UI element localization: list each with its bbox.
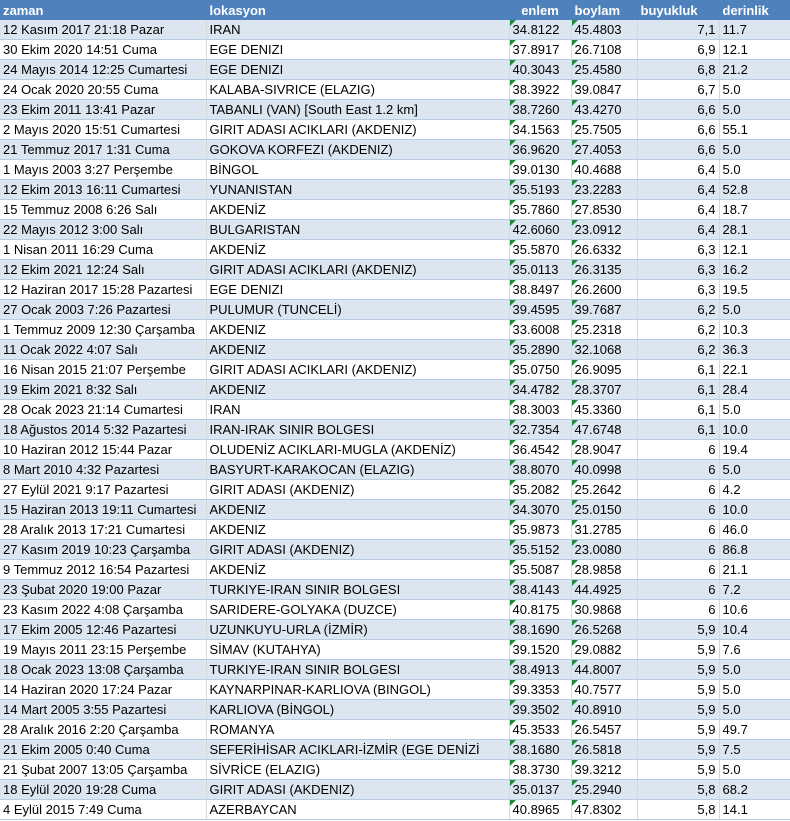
lokasyon-cell[interactable]: GIRIT ADASI (AKDENIZ) xyxy=(206,540,509,560)
lokasyon-cell[interactable]: IRAN xyxy=(206,400,509,420)
zaman-cell[interactable]: 18 Ocak 2023 13:08 Çarşamba xyxy=(0,660,206,680)
enlem-cell[interactable]: 32.7354 xyxy=(509,420,571,440)
buyukluk-cell[interactable]: 6 xyxy=(637,520,719,540)
derinlik-cell[interactable]: 5.0 xyxy=(719,660,790,680)
lokasyon-cell[interactable]: EGE DENIZI xyxy=(206,60,509,80)
table-row xyxy=(0,380,790,400)
enlem-cell[interactable]: 45.3533 xyxy=(509,720,571,740)
derinlik-cell[interactable]: 10.3 xyxy=(719,320,790,340)
table-row xyxy=(0,620,790,640)
boylam-cell[interactable]: 26.9095 xyxy=(571,360,637,380)
zaman-cell[interactable]: 18 Ağustos 2014 5:32 Pazartesi xyxy=(0,420,206,440)
enlem-cell[interactable]: 35.2890 xyxy=(509,340,571,360)
table-row xyxy=(0,20,790,40)
boylam-cell[interactable]: 39.3212 xyxy=(571,760,637,780)
zaman-cell[interactable]: 15 Temmuz 2008 6:26 Salı xyxy=(0,200,206,220)
enlem-cell[interactable]: 39.0130 xyxy=(509,160,571,180)
derinlik-cell[interactable]: 10.0 xyxy=(719,420,790,440)
derinlik-cell[interactable]: 55.1 xyxy=(719,120,790,140)
boylam-cell[interactable]: 47.8302 xyxy=(571,800,637,820)
lokasyon-cell[interactable]: BASYURT-KARAKOCAN (ELAZIG) xyxy=(206,460,509,480)
zaman-cell[interactable]: 1 Mayıs 2003 3:27 Perşembe xyxy=(0,160,206,180)
zaman-cell[interactable]: 18 Eylül 2020 19:28 Cuma xyxy=(0,780,206,800)
boylam-cell[interactable]: 31.2785 xyxy=(571,520,637,540)
buyukluk-cell[interactable]: 6 xyxy=(637,440,719,460)
header-lokasyon[interactable]: lokasyon xyxy=(206,0,509,20)
enlem-cell[interactable]: 39.3502 xyxy=(509,700,571,720)
boylam-cell[interactable]: 25.7505 xyxy=(571,120,637,140)
lokasyon-cell[interactable]: KALABA-SIVRICE (ELAZIG) xyxy=(206,80,509,100)
zaman-cell[interactable]: 15 Haziran 2013 19:11 Cumartesi xyxy=(0,500,206,520)
lokasyon-cell[interactable]: AKDENIZ xyxy=(206,320,509,340)
boylam-cell[interactable]: 25.2318 xyxy=(571,320,637,340)
enlem-cell[interactable]: 34.8122 xyxy=(509,20,571,40)
lokasyon-cell[interactable]: TURKIYE-IRAN SINIR BOLGESI xyxy=(206,660,509,680)
enlem-cell[interactable]: 35.0113 xyxy=(509,260,571,280)
buyukluk-cell[interactable]: 6,3 xyxy=(637,260,719,280)
zaman-cell[interactable]: 27 Kasım 2019 10:23 Çarşamba xyxy=(0,540,206,560)
derinlik-cell[interactable]: 10.4 xyxy=(719,620,790,640)
enlem-cell[interactable]: 38.1690 xyxy=(509,620,571,640)
buyukluk-cell[interactable]: 5,9 xyxy=(637,740,719,760)
table-row xyxy=(0,600,790,620)
table-row xyxy=(0,300,790,320)
boylam-cell[interactable]: 25.2642 xyxy=(571,480,637,500)
derinlik-cell[interactable]: 19.4 xyxy=(719,440,790,460)
zaman-cell[interactable]: 24 Ocak 2020 20:55 Cuma xyxy=(0,80,206,100)
zaman-cell[interactable]: 1 Temmuz 2009 12:30 Çarşamba xyxy=(0,320,206,340)
buyukluk-cell[interactable]: 5,9 xyxy=(637,680,719,700)
table-row xyxy=(0,800,790,820)
boylam-cell[interactable]: 26.6332 xyxy=(571,240,637,260)
zaman-cell[interactable]: 23 Şubat 2020 19:00 Pazar xyxy=(0,580,206,600)
derinlik-cell[interactable]: 19.5 xyxy=(719,280,790,300)
buyukluk-cell[interactable]: 6,9 xyxy=(637,40,719,60)
lokasyon-cell[interactable]: PULUMUR (TUNCELİ) xyxy=(206,300,509,320)
table-row xyxy=(0,640,790,660)
enlem-cell[interactable]: 34.4782 xyxy=(509,380,571,400)
enlem-cell[interactable]: 39.1520 xyxy=(509,640,571,660)
lokasyon-cell[interactable]: TABANLI (VAN) [South East 1.2 km] xyxy=(206,100,509,120)
table-row xyxy=(0,460,790,480)
lokasyon-cell[interactable]: SEFERİHİSAR ACIKLARI-İZMİR (EGE DENİZİ xyxy=(206,740,509,760)
boylam-cell[interactable]: 40.0998 xyxy=(571,460,637,480)
boylam-cell[interactable]: 27.4053 xyxy=(571,140,637,160)
enlem-cell[interactable]: 38.8497 xyxy=(509,280,571,300)
derinlik-cell[interactable]: 5.0 xyxy=(719,680,790,700)
zaman-cell[interactable]: 27 Ocak 2003 7:26 Pazartesi xyxy=(0,300,206,320)
boylam-cell[interactable]: 23.2283 xyxy=(571,180,637,200)
table-row xyxy=(0,440,790,460)
header-buyukluk[interactable]: buyukluk xyxy=(637,0,719,20)
table-row xyxy=(0,420,790,440)
derinlik-cell[interactable]: 36.3 xyxy=(719,340,790,360)
table-row xyxy=(0,760,790,780)
boylam-cell[interactable]: 29.0882 xyxy=(571,640,637,660)
enlem-cell[interactable]: 37.8917 xyxy=(509,40,571,60)
derinlik-cell[interactable]: 21.2 xyxy=(719,60,790,80)
lokasyon-cell[interactable]: UZUNKUYU-URLA (İZMİR) xyxy=(206,620,509,640)
derinlik-cell[interactable]: 10.0 xyxy=(719,500,790,520)
lokasyon-cell[interactable]: AKDENIZ xyxy=(206,340,509,360)
buyukluk-cell[interactable]: 6 xyxy=(637,600,719,620)
buyukluk-cell[interactable]: 6,3 xyxy=(637,240,719,260)
lokasyon-cell[interactable]: AKDENIZ xyxy=(206,520,509,540)
zaman-cell[interactable]: 19 Mayıs 2011 23:15 Perşembe xyxy=(0,640,206,660)
derinlik-cell[interactable]: 52.8 xyxy=(719,180,790,200)
zaman-cell[interactable]: 22 Mayıs 2012 3:00 Salı xyxy=(0,220,206,240)
zaman-cell[interactable]: 21 Ekim 2005 0:40 Cuma xyxy=(0,740,206,760)
zaman-cell[interactable]: 12 Kasım 2017 21:18 Pazar xyxy=(0,20,206,40)
enlem-cell[interactable]: 42.6060 xyxy=(509,220,571,240)
enlem-cell[interactable]: 34.3070 xyxy=(509,500,571,520)
boylam-cell[interactable]: 45.3360 xyxy=(571,400,637,420)
derinlik-cell[interactable]: 5.0 xyxy=(719,300,790,320)
boylam-cell[interactable]: 40.7577 xyxy=(571,680,637,700)
enlem-cell[interactable]: 35.5193 xyxy=(509,180,571,200)
enlem-cell[interactable]: 38.3730 xyxy=(509,760,571,780)
lokasyon-cell[interactable]: SİMAV (KUTAHYA) xyxy=(206,640,509,660)
buyukluk-cell[interactable]: 5,9 xyxy=(637,700,719,720)
derinlik-cell[interactable]: 86.8 xyxy=(719,540,790,560)
derinlik-cell[interactable]: 5.0 xyxy=(719,460,790,480)
buyukluk-cell[interactable]: 5,9 xyxy=(637,620,719,640)
boylam-cell[interactable]: 25.0150 xyxy=(571,500,637,520)
zaman-cell[interactable]: 17 Ekim 2005 12:46 Pazartesi xyxy=(0,620,206,640)
buyukluk-cell[interactable]: 6 xyxy=(637,560,719,580)
enlem-cell[interactable]: 36.4542 xyxy=(509,440,571,460)
derinlik-cell[interactable]: 28.4 xyxy=(719,380,790,400)
buyukluk-cell[interactable]: 6,6 xyxy=(637,100,719,120)
boylam-cell[interactable]: 23.0912 xyxy=(571,220,637,240)
derinlik-cell[interactable]: 5.0 xyxy=(719,700,790,720)
zaman-cell[interactable]: 8 Mart 2010 4:32 Pazartesi xyxy=(0,460,206,480)
header-enlem[interactable]: enlem xyxy=(509,0,571,20)
buyukluk-cell[interactable]: 5,9 xyxy=(637,720,719,740)
buyukluk-cell[interactable]: 6,1 xyxy=(637,420,719,440)
derinlik-cell[interactable]: 16.2 xyxy=(719,260,790,280)
lokasyon-cell[interactable]: IRAN xyxy=(206,20,509,40)
enlem-cell[interactable]: 38.4913 xyxy=(509,660,571,680)
derinlik-cell[interactable]: 7.6 xyxy=(719,640,790,660)
derinlik-cell[interactable]: 12.1 xyxy=(719,240,790,260)
derinlik-cell[interactable]: 14.1 xyxy=(719,800,790,820)
table-row xyxy=(0,320,790,340)
zaman-cell[interactable]: 28 Ocak 2023 21:14 Cumartesi xyxy=(0,400,206,420)
boylam-cell[interactable]: 27.8530 xyxy=(571,200,637,220)
enlem-cell[interactable]: 35.5152 xyxy=(509,540,571,560)
derinlik-cell[interactable]: 4.2 xyxy=(719,480,790,500)
zaman-cell[interactable]: 12 Ekim 2021 12:24 Salı xyxy=(0,260,206,280)
boylam-cell[interactable]: 23.0080 xyxy=(571,540,637,560)
boylam-cell[interactable]: 26.3135 xyxy=(571,260,637,280)
table-row xyxy=(0,40,790,60)
derinlik-cell[interactable]: 5.0 xyxy=(719,100,790,120)
boylam-cell[interactable]: 28.3707 xyxy=(571,380,637,400)
table-row xyxy=(0,240,790,260)
boylam-cell[interactable]: 40.4688 xyxy=(571,160,637,180)
enlem-cell[interactable]: 35.7860 xyxy=(509,200,571,220)
buyukluk-cell[interactable]: 6,8 xyxy=(637,60,719,80)
boylam-cell[interactable]: 28.9047 xyxy=(571,440,637,460)
table-row xyxy=(0,720,790,740)
derinlik-cell[interactable]: 49.7 xyxy=(719,720,790,740)
table-row xyxy=(0,660,790,680)
header-derinlik[interactable]: derinlik xyxy=(719,0,790,20)
boylam-cell[interactable]: 47.6748 xyxy=(571,420,637,440)
buyukluk-cell[interactable]: 6,4 xyxy=(637,180,719,200)
buyukluk-cell[interactable]: 6,2 xyxy=(637,320,719,340)
zaman-cell[interactable]: 2 Mayıs 2020 15:51 Cumartesi xyxy=(0,120,206,140)
lokasyon-cell[interactable]: GOKOVA KORFEZI (AKDENIZ) xyxy=(206,140,509,160)
derinlik-cell[interactable]: 11.7 xyxy=(719,20,790,40)
enlem-cell[interactable]: 39.4595 xyxy=(509,300,571,320)
enlem-cell[interactable]: 38.4143 xyxy=(509,580,571,600)
enlem-cell[interactable]: 34.1563 xyxy=(509,120,571,140)
table-row xyxy=(0,700,790,720)
lokasyon-cell[interactable]: EGE DENIZI xyxy=(206,40,509,60)
buyukluk-cell[interactable]: 6 xyxy=(637,500,719,520)
lokasyon-cell[interactable]: GIRIT ADASI ACIKLARI (AKDENIZ) xyxy=(206,360,509,380)
enlem-cell[interactable]: 38.8070 xyxy=(509,460,571,480)
derinlik-cell[interactable]: 18.7 xyxy=(719,200,790,220)
zaman-cell[interactable]: 14 Mart 2005 3:55 Pazartesi xyxy=(0,700,206,720)
table-row xyxy=(0,580,790,600)
zaman-cell[interactable]: 4 Eylül 2015 7:49 Cuma xyxy=(0,800,206,820)
enlem-cell[interactable]: 35.2082 xyxy=(509,480,571,500)
table-row xyxy=(0,480,790,500)
boylam-cell[interactable]: 26.5457 xyxy=(571,720,637,740)
boylam-cell[interactable]: 30.9868 xyxy=(571,600,637,620)
enlem-cell[interactable]: 40.8175 xyxy=(509,600,571,620)
enlem-cell[interactable]: 35.5870 xyxy=(509,240,571,260)
boylam-cell[interactable]: 26.5268 xyxy=(571,620,637,640)
enlem-cell[interactable]: 35.9873 xyxy=(509,520,571,540)
zaman-cell[interactable]: 21 Şubat 2007 13:05 Çarşamba xyxy=(0,760,206,780)
boylam-cell[interactable]: 25.4580 xyxy=(571,60,637,80)
enlem-cell[interactable]: 35.0137 xyxy=(509,780,571,800)
table-row xyxy=(0,540,790,560)
zaman-cell[interactable]: 21 Temmuz 2017 1:31 Cuma xyxy=(0,140,206,160)
lokasyon-cell[interactable]: OLUDENİZ ACIKLARI-MUGLA (AKDENİZ) xyxy=(206,440,509,460)
buyukluk-cell[interactable]: 6,4 xyxy=(637,200,719,220)
derinlik-cell[interactable]: 7.5 xyxy=(719,740,790,760)
zaman-cell[interactable]: 1 Nisan 2011 16:29 Cuma xyxy=(0,240,206,260)
lokasyon-cell[interactable]: GIRIT ADASI ACIKLARI (AKDENIZ) xyxy=(206,260,509,280)
lokasyon-cell[interactable]: AKDENIZ xyxy=(206,500,509,520)
buyukluk-cell[interactable]: 6 xyxy=(637,460,719,480)
enlem-cell[interactable]: 33.6008 xyxy=(509,320,571,340)
lokasyon-cell[interactable]: GIRIT ADASI (AKDENIZ) xyxy=(206,480,509,500)
table-row xyxy=(0,160,790,180)
derinlik-cell[interactable]: 68.2 xyxy=(719,780,790,800)
zaman-cell[interactable]: 12 Haziran 2017 15:28 Pazartesi xyxy=(0,280,206,300)
lokasyon-cell[interactable]: BULGARISTAN xyxy=(206,220,509,240)
buyukluk-cell[interactable]: 6 xyxy=(637,540,719,560)
table-row xyxy=(0,280,790,300)
boylam-cell[interactable]: 28.9858 xyxy=(571,560,637,580)
buyukluk-cell[interactable]: 6,2 xyxy=(637,340,719,360)
lokasyon-cell[interactable]: AZERBAYCAN xyxy=(206,800,509,820)
lokasyon-cell[interactable]: KAYNARPINAR-KARLIOVA (BINGOL) xyxy=(206,680,509,700)
buyukluk-cell[interactable]: 6,1 xyxy=(637,400,719,420)
lokasyon-cell[interactable]: AKDENIZ xyxy=(206,380,509,400)
table-row xyxy=(0,680,790,700)
lokasyon-cell[interactable]: GIRIT ADASI ACIKLARI (AKDENIZ) xyxy=(206,120,509,140)
buyukluk-cell[interactable]: 6,3 xyxy=(637,280,719,300)
buyukluk-cell[interactable]: 6,1 xyxy=(637,360,719,380)
lokasyon-cell[interactable]: YUNANISTAN xyxy=(206,180,509,200)
table-row xyxy=(0,740,790,760)
derinlik-cell[interactable]: 28.1 xyxy=(719,220,790,240)
table-row xyxy=(0,560,790,580)
buyukluk-cell[interactable]: 6,2 xyxy=(637,300,719,320)
boylam-cell[interactable]: 26.7108 xyxy=(571,40,637,60)
boylam-cell[interactable]: 40.8910 xyxy=(571,700,637,720)
zaman-cell[interactable]: 28 Aralık 2013 17:21 Cumartesi xyxy=(0,520,206,540)
zaman-cell[interactable]: 28 Aralık 2016 2:20 Çarşamba xyxy=(0,720,206,740)
zaman-cell[interactable]: 23 Kasım 2022 4:08 Çarşamba xyxy=(0,600,206,620)
table-row xyxy=(0,80,790,100)
enlem-cell[interactable]: 40.3043 xyxy=(509,60,571,80)
lokasyon-cell[interactable]: BİNGOL xyxy=(206,160,509,180)
buyukluk-cell[interactable]: 5,8 xyxy=(637,800,719,820)
enlem-cell[interactable]: 40.8965 xyxy=(509,800,571,820)
derinlik-cell[interactable]: 7.2 xyxy=(719,580,790,600)
zaman-cell[interactable]: 9 Temmuz 2012 16:54 Pazartesi xyxy=(0,560,206,580)
lokasyon-cell[interactable]: IRAN-IRAK SINIR BOLGESI xyxy=(206,420,509,440)
zaman-cell[interactable]: 10 Haziran 2012 15:44 Pazar xyxy=(0,440,206,460)
table-row xyxy=(0,100,790,120)
buyukluk-cell[interactable]: 6,4 xyxy=(637,220,719,240)
buyukluk-cell[interactable]: 7,1 xyxy=(637,20,719,40)
lokasyon-cell[interactable]: SİVRİCE (ELAZIG) xyxy=(206,760,509,780)
buyukluk-cell[interactable]: 5,9 xyxy=(637,640,719,660)
lokasyon-cell[interactable]: EGE DENIZI xyxy=(206,280,509,300)
table-row xyxy=(0,220,790,240)
buyukluk-cell[interactable]: 6,6 xyxy=(637,140,719,160)
zaman-cell[interactable]: 14 Haziran 2020 17:24 Pazar xyxy=(0,680,206,700)
table-row xyxy=(0,120,790,140)
buyukluk-cell[interactable]: 6,1 xyxy=(637,380,719,400)
zaman-cell[interactable]: 27 Eylül 2021 9:17 Pazartesi xyxy=(0,480,206,500)
enlem-cell[interactable]: 36.9620 xyxy=(509,140,571,160)
lokasyon-cell[interactable]: GIRIT ADASI (AKDENIZ) xyxy=(206,780,509,800)
zaman-cell[interactable]: 19 Ekim 2021 8:32 Salı xyxy=(0,380,206,400)
derinlik-cell[interactable]: 5.0 xyxy=(719,140,790,160)
enlem-cell[interactable]: 38.1680 xyxy=(509,740,571,760)
table-row xyxy=(0,340,790,360)
zaman-cell[interactable]: 11 Ocak 2022 4:07 Salı xyxy=(0,340,206,360)
derinlik-cell[interactable]: 12.1 xyxy=(719,40,790,60)
boylam-cell[interactable]: 44.4925 xyxy=(571,580,637,600)
boylam-cell[interactable]: 26.2600 xyxy=(571,280,637,300)
enlem-cell[interactable]: 35.0750 xyxy=(509,360,571,380)
header-row xyxy=(0,0,790,20)
table-row xyxy=(0,520,790,540)
lokasyon-cell[interactable]: KARLIOVA (BİNGOL) xyxy=(206,700,509,720)
zaman-cell[interactable]: 16 Nisan 2015 21:07 Perşembe xyxy=(0,360,206,380)
derinlik-cell[interactable]: 5.0 xyxy=(719,400,790,420)
lokasyon-cell[interactable]: AKDENİZ xyxy=(206,560,509,580)
zaman-cell[interactable]: 23 Ekim 2011 13:41 Pazar xyxy=(0,100,206,120)
buyukluk-cell[interactable]: 6,4 xyxy=(637,160,719,180)
lokasyon-cell[interactable]: AKDENİZ xyxy=(206,200,509,220)
buyukluk-cell[interactable]: 5,8 xyxy=(637,780,719,800)
enlem-cell[interactable]: 38.7260 xyxy=(509,100,571,120)
enlem-cell[interactable]: 38.3922 xyxy=(509,80,571,100)
derinlik-cell[interactable]: 46.0 xyxy=(719,520,790,540)
boylam-cell[interactable]: 43.4270 xyxy=(571,100,637,120)
enlem-cell[interactable]: 39.3353 xyxy=(509,680,571,700)
boylam-cell[interactable]: 32.1068 xyxy=(571,340,637,360)
buyukluk-cell[interactable]: 6 xyxy=(637,580,719,600)
boylam-cell[interactable]: 44.8007 xyxy=(571,660,637,680)
table-row xyxy=(0,60,790,80)
boylam-cell[interactable]: 25.2940 xyxy=(571,780,637,800)
table-row xyxy=(0,400,790,420)
zaman-cell[interactable]: 30 Ekim 2020 14:51 Cuma xyxy=(0,40,206,60)
buyukluk-cell[interactable]: 6,6 xyxy=(637,120,719,140)
buyukluk-cell[interactable]: 5,9 xyxy=(637,760,719,780)
lokasyon-cell[interactable]: SARIDERE-GOLYAKA (DUZCE) xyxy=(206,600,509,620)
boylam-cell[interactable]: 26.5818 xyxy=(571,740,637,760)
header-zaman[interactable]: zaman xyxy=(0,0,206,20)
derinlik-cell[interactable]: 22.1 xyxy=(719,360,790,380)
derinlik-cell[interactable]: 21.1 xyxy=(719,560,790,580)
boylam-cell[interactable]: 39.0847 xyxy=(571,80,637,100)
boylam-cell[interactable]: 39.7687 xyxy=(571,300,637,320)
lokasyon-cell[interactable]: TURKIYE-IRAN SINIR BOLGESI xyxy=(206,580,509,600)
derinlik-cell[interactable]: 5.0 xyxy=(719,160,790,180)
table-row xyxy=(0,140,790,160)
table-row xyxy=(0,260,790,280)
derinlik-cell[interactable]: 10.6 xyxy=(719,600,790,620)
enlem-cell[interactable]: 35.5087 xyxy=(509,560,571,580)
zaman-cell[interactable]: 24 Mayıs 2014 12:25 Cumartesi xyxy=(0,60,206,80)
buyukluk-cell[interactable]: 5,9 xyxy=(637,660,719,680)
zaman-cell[interactable]: 12 Ekim 2013 16:11 Cumartesi xyxy=(0,180,206,200)
header-boylam[interactable]: boylam xyxy=(571,0,637,20)
enlem-cell[interactable]: 38.3003 xyxy=(509,400,571,420)
table-row xyxy=(0,180,790,200)
lokasyon-cell[interactable]: ROMANYA xyxy=(206,720,509,740)
table-row xyxy=(0,360,790,380)
table-body xyxy=(0,20,790,820)
derinlik-cell[interactable]: 5.0 xyxy=(719,760,790,780)
buyukluk-cell[interactable]: 6,7 xyxy=(637,80,719,100)
table-row xyxy=(0,500,790,520)
lokasyon-cell[interactable]: AKDENİZ xyxy=(206,240,509,260)
buyukluk-cell[interactable]: 6 xyxy=(637,480,719,500)
derinlik-cell[interactable]: 5.0 xyxy=(719,80,790,100)
boylam-cell[interactable]: 45.4803 xyxy=(571,20,637,40)
table-row xyxy=(0,200,790,220)
table-row xyxy=(0,780,790,800)
